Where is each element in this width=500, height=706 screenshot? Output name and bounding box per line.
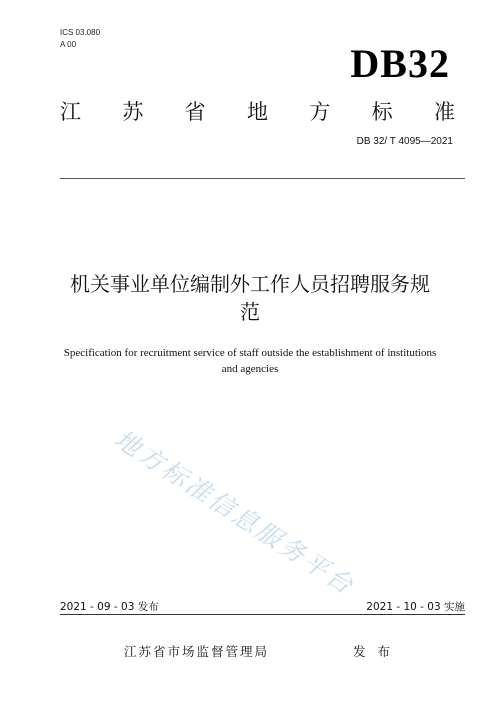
title-en-line-1: Specification for recruitment service of staff outside the establishment of institutions [63, 347, 437, 359]
header-divider [60, 178, 465, 179]
footer-divider [60, 614, 465, 615]
document-title-en [35, 345, 465, 377]
publish-label: 发 布 [353, 644, 394, 659]
province-char: 标 [371, 100, 393, 124]
watermark: 地方标准信息服务平台 [109, 424, 361, 602]
issue-date: 2021 - 09 - 03 发布 [60, 601, 159, 613]
province-char: 准 [433, 100, 455, 124]
publisher: 江苏省市场监督管理局 [124, 644, 270, 659]
province-char: 方 [309, 100, 331, 124]
province-standard-label [60, 96, 455, 126]
province-char: 地 [246, 100, 268, 124]
ics-code: ICS 03.080 [60, 28, 101, 37]
standard-number: DB 32/ T 4095—2021 [356, 136, 453, 147]
title-en-line-2: and agencies [221, 363, 279, 375]
document-title-cn [40, 270, 460, 326]
standard-prefix: DB32 [350, 41, 450, 86]
title-cn-line-1: 机关事业单位编制外工作人员招聘服务规 [70, 272, 430, 296]
title-cn-line-2: 范 [240, 300, 260, 324]
implement-date: 2021 - 10 - 03 实施 [366, 601, 465, 613]
ccs-code: A 00 [60, 40, 77, 49]
province-char: 省 [184, 100, 206, 124]
province-char: 苏 [122, 100, 144, 124]
province-char: 江 [60, 100, 81, 124]
